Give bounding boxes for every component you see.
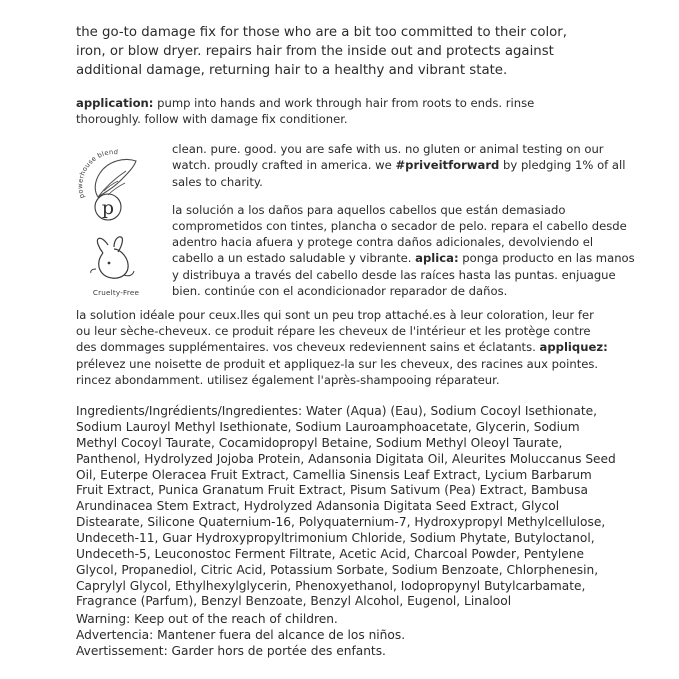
powerhouse-blend-badge <box>74 145 158 229</box>
french-text-part2: prélevez une noisette de produit et appliquez-la sur les cheveux, des racines aux pointes. rincez abondamment. utilisez également l'après-shampooing réparateur. <box>76 356 599 387</box>
claims-paragraph <box>172 141 636 190</box>
french-text-part1: la solution idéale pour ceux.lles qui sont un peu trop attaché.es à leur coloration, leur fer ou leur sèche-cheveux. ce produit répare les cheveux de l'intérieur et les protège contre des dommages supplémentaires. vos cheveux redeviennent sains et éclatants. <box>76 308 594 355</box>
ingredients-paragraph <box>76 404 616 610</box>
spanish-text-part1: la solución a los daños para aquellos cabellos que están demasiado comprometidos con tintes, plancha o secador de pelo. repara el cabello desde adentro hacia afuera y protege contra daños adicionales, devolviendo el cabello a un estado saludable y vibrante. <box>172 202 627 266</box>
application-paragraph <box>76 95 566 127</box>
spanish-paragraph <box>172 202 636 299</box>
warnings-block <box>76 612 616 660</box>
cruelty-free-label: Cruelty-Free <box>92 288 140 298</box>
warning-english: Warning: Keep out of the reach of children. <box>76 612 338 627</box>
french-application-label: appliquez: <box>539 340 608 355</box>
powerhouse-blend-text: powerhouse blend <box>76 148 119 200</box>
claims-text-full: clean. pure. good. you are safe with us. no gluten or animal testing on our watch. proudly crafted in america. we #priveitforward by pledging 1% of all sales to charity. <box>172 142 626 189</box>
claims-hashtag: #priveitforward <box>395 158 500 173</box>
spanish-application-label: aplica: <box>415 251 459 266</box>
ingredients-list: Water (Aqua) (Eau), Sodium Cocoyl Isethionate, Sodium Lauroyl Methyl Isethionate, Sodium Lauroamphoacetate, Glycerin, Sodium Methyl Cocoyl Taurate, Cocamidopropyl Betaine, Sodium Methyl Oleoyl Taurate, Panthenol, Hydrolyzed Jojoba Protein, Adansonia Digitata Oil, Aleurites Moluccanus Seed Oil, Euterpe Oleracea Fruit Extract, Camellia Sinensis Leaf Extract, Lycium Barbarum Fruit Extract, Punica Granatum Fruit Extract, Pisum Sativum (Pea) Extract, Bambusa Arundinacea Stem Extract, Hydrolyzed Adansonia Digitata Seed Extract, Glycol Distearate, Silicone Quaternium-16, Polyquaternium-7, Hydroxypropyl Methylcellulose, Undeceth-11, Guar Hydroxypropyltrimonium Chloride, Sodium Phytate, Butyloctanol, Undeceth-5, Leuconostoc Ferment Filtrate, Acetic Acid, Charcoal Powder, Pentylene Glycol, Propanediol, Citric Acid, Potassium Sorbate, Sodium Benzoate, Chlorphenesin, Caprylyl Glycol, Ethylhexylglycerin, Phenoxyethanol, Iodopropynyl Butylcarbamate, Fragrance (Parfum), Benzyl Benzoate, Benzyl Alcohol, Eugenol, Linalool <box>76 404 616 609</box>
claims-and-spanish-text <box>172 141 636 299</box>
badge-column <box>74 145 166 297</box>
warning-french: Avertissement: Garder hors de portée des enfants. <box>76 644 386 659</box>
french-paragraph <box>76 307 610 388</box>
svg-text:p: p <box>101 197 115 220</box>
cruelty-free-badge <box>74 235 158 297</box>
badges-and-claims-block <box>76 141 651 299</box>
lead-paragraph: the go-to damage fix for those who are a bit too committed to their color, iron, or blow dryer. repairs hair from the inside out and protects against additional damage, returning hair to a healthy and vibrant state. <box>76 25 568 78</box>
rabbit-icon <box>88 235 144 287</box>
application-label: application: <box>76 95 154 110</box>
application-text: pump into hands and work through hair from roots to ends. rinse thoroughly. follow with damage fix conditioner. <box>76 95 535 126</box>
ingredients-label: Ingredients/Ingrédients/Ingredientes: <box>76 404 303 419</box>
powerhouse-blend-icon <box>74 145 158 229</box>
warning-spanish: Advertencia: Mantener fuera del alcance de los niños. <box>76 628 406 643</box>
spanish-text-part2: ponga producto en las manos y distribuya a través del cabello desde las raíces hasta las puntas. enjuague bien. continúe con el acondicionador reparador de daños. <box>172 251 635 298</box>
